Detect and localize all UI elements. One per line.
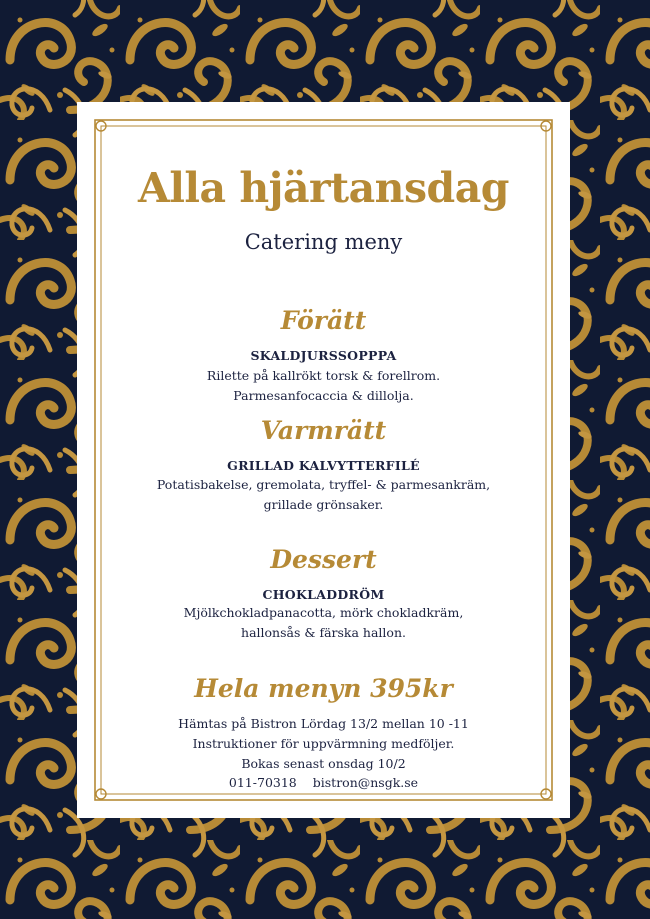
dish-name-starter: SKALDJURSSOPPPA	[250, 348, 397, 363]
page-subtitle: Catering meny	[244, 230, 403, 254]
menu-price: Hela menyn 395kr	[194, 674, 453, 703]
email-address[interactable]: bistron@nsgk.se	[312, 775, 419, 790]
dish-description-line: Parmesanfocaccia & dillolja.	[233, 388, 414, 403]
page-title: Alla hjärtansdag	[138, 164, 509, 212]
dish-description-line: hallonsås & färska hallon.	[241, 625, 406, 640]
dish-description-line: grillade grönsaker.	[263, 497, 384, 512]
booking-deadline: Bokas senast onsdag 10/2	[241, 756, 406, 771]
phone-number: 011-70318	[228, 775, 297, 790]
menu-card	[77, 102, 570, 818]
dish-name-dessert: CHOKLADDRÖM	[262, 587, 385, 602]
heating-instructions: Instruktioner för uppvärmning medföljer.	[192, 736, 455, 751]
dish-description-line: Potatisbakelse, gremolata, tryffel- & parmesankräm,	[156, 477, 491, 492]
dish-description-line: Rilette på kallrökt torsk & forellrom.	[206, 368, 441, 383]
section-heading-starter: Förätt	[280, 306, 367, 335]
section-heading-main: Varmrätt	[260, 416, 387, 445]
dish-description-line: Mjölkchokladpanacotta, mörk chokladkräm,	[183, 605, 464, 620]
section-heading-dessert: Dessert	[270, 545, 377, 574]
dish-name-main: GRILLAD KALVYTTERFILÉ	[227, 458, 420, 473]
contact-row	[77, 775, 570, 790]
pickup-info: Hämtas på Bistron Lördag 13/2 mellan 10 -11	[178, 716, 469, 731]
